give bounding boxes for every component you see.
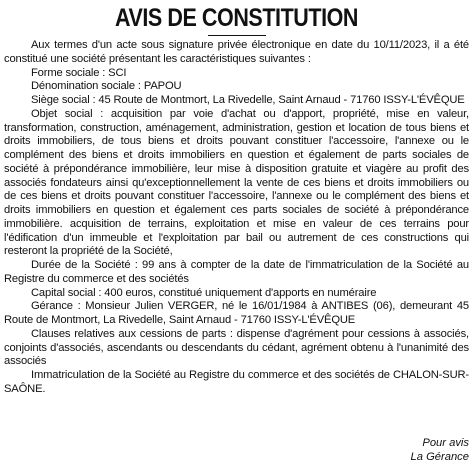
notice-title: AVIS DE CONSTITUTION (114, 4, 359, 32)
intro-paragraph: Aux termes d'un acte sous signature privée électronique en date du 10/11/2023, il a été constitué une société présentant les caractéristiques suivantes : (4, 39, 469, 65)
share-capital-paragraph: Capital social : 400 euros, constitué uniquement d'apports en numéraire (31, 286, 377, 299)
duration-paragraph: Durée de la Société : 99 ans à compter de la date de l'immatriculation de la Société au Registre du commerce et des sociétés (4, 259, 469, 285)
company-name-paragraph: Dénomination sociale : PAPOU (31, 80, 182, 93)
signature-block (411, 437, 469, 465)
management-paragraph: Gérance : Monsieur Julien VERGER, né le 16/01/1984 à ANTIBES (06), demeurant 45 Route de Montmort, La Rivedelle, Saint Arnaud - 71760 ISSY-L'ÉVÊQUE (4, 300, 469, 326)
legal-form-paragraph: Forme sociale : SCI (31, 66, 127, 79)
signature-line-gerance: La Gérance (410, 450, 469, 463)
corporate-purpose-paragraph: Objet social : acquisition par voie d'achat ou d'apport, propriété, mise en valeur, transformation, construction, aménagement, administration, gestion et location de tous biens et droits immobiliers, de tous biens et droits pouvant constituer l'accessoire, l'annexe ou le complément des biens et droits immobiliers en question et également de parts sociales de société à prépondérance immobilière, leur mise à disposition gratuite et viagère au profit des associés fondateurs ainsi qu'exceptionnellement la vente de ces biens et droits immobiliers ou de ces biens et droits pouvant constituer l'accessoire, l'annexe ou le complément des biens et droits immobiliers en question et également ces parts sociales de société à prépondérance immobilière. acquisition de terrains, exploitation et mise en valeur de ces terrains pour l'édification d'un immeuble et l'exploitation par bail ou autrement de ces constructions qui resteront la propriété de la Société, (4, 107, 469, 258)
head-office-paragraph: Siège social : 45 Route de Montmort, La Rivedelle, Saint Arnaud - 71760 ISSY-L'ÉVÊQUE (31, 94, 465, 106)
title-divider (208, 35, 266, 36)
share-transfer-paragraph: Clauses relatives aux cessions de parts : dispense d'agrément pour cessions à associés, conjoints d'associés, ascendants ou descendants du cédant, agrément obtenu à l'unanimité des associés (4, 327, 469, 368)
notice-body (4, 39, 469, 397)
registration-paragraph: Immatriculation de la Société au Registre du commerce et des sociétés de CHALON-SUR-SAÔNE. (4, 369, 469, 395)
signature-line-pour-avis: Pour avis (422, 437, 469, 449)
